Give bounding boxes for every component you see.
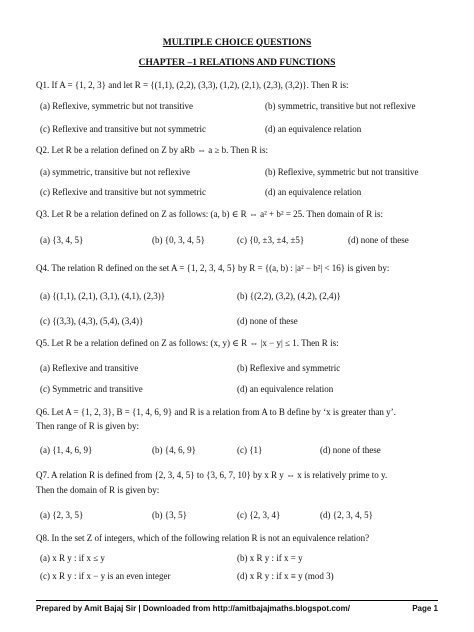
question-option: (b) x R y : if x = y <box>237 553 303 563</box>
question-stem: Q4. The relation R defined on the set A = {1, 2, 3, 4, 5} by R = {(a, b) : |a² − b²| < 16} is given by: <box>36 263 390 273</box>
question-option: (d) x R y : if x ≡ y (mod 3) <box>237 571 334 581</box>
footer-credit: Prepared by Amit Bajaj Sir | Downloaded from http://amitbajajmaths.blogspot.com/ <box>36 604 350 613</box>
question-option: (d) an equivalence relation <box>265 187 362 197</box>
question-option: (a) x R y : if x ≤ y <box>40 553 105 563</box>
page-number: Page 1 <box>412 604 438 613</box>
page-footer <box>36 600 438 613</box>
question-option: (a) {1, 4, 6, 9} <box>40 445 93 455</box>
question-stem-continued: Then the domain of R is given by: <box>36 485 160 495</box>
question-option: (c) {0, ±3, ±4, ±5} <box>237 235 305 245</box>
question-stem: Q7. A relation R is defined from {2, 3, 4, 5} to {3, 6, 7, 10} by x R y ⇔ x is relatively prime to y. <box>36 470 388 480</box>
question-option: (d) an equivalence relation <box>237 384 334 394</box>
question-option: (c) Reflexive and transitive but not symmetric <box>40 124 206 134</box>
page-title: MULTIPLE CHOICE QUESTIONS <box>162 38 312 48</box>
question-option: (c) Reflexive and transitive but not symmetric <box>40 187 206 197</box>
question-option: (c) x R y : if x − y is an even integer <box>40 571 171 581</box>
question-option: (d) an equivalence relation <box>265 124 362 134</box>
question-option: (b) {4, 6, 9} <box>152 445 196 455</box>
question-option: (d) {2, 3, 4, 5} <box>320 510 373 520</box>
question-option: (b) symmetric, transitive but not reflexive <box>265 101 416 111</box>
question-option: (b) Reflexive and symmetric <box>237 363 341 373</box>
question-option: (c) {1} <box>237 445 263 455</box>
question-option: (b) {0, 3, 4, 5} <box>152 235 205 245</box>
question-stem: Q2. Let R be a relation defined on Z by aRb ⇔ a ≥ b. Then R is: <box>36 145 268 155</box>
question-stem: Q3. Let R be a relation defined on Z as follows: (a, b) ∈ R ⇔ a² + b² = 25. Then domain of R is: <box>36 209 383 219</box>
question-stem: Q8. In the set Z of integers, which of the following relation R is not an equivalence relation? <box>36 533 370 543</box>
question-option: (a) {2, 3, 5} <box>40 510 84 520</box>
question-option: (d) none of these <box>348 235 409 245</box>
question-stem: Q5. Let R be a relation defined on Z as follows: (x, y) ∈ R ⇔ |x − y| ≤ 1. Then R is: <box>36 338 339 348</box>
question-option: (a) {(1,1), (2,1), (3,1), (4,1), (2,3)} <box>40 291 166 301</box>
question-option: (c) {(3,3), (4,3), (5,4), (3,4)} <box>40 316 144 326</box>
question-option: (b) {3, 5} <box>152 510 187 520</box>
question-option: (d) none of these <box>237 316 298 326</box>
question-option: (a) {3, 4, 5} <box>40 235 84 245</box>
question-option: (c) Symmetric and transitive <box>40 384 143 394</box>
question-option: (d) none of these <box>320 445 381 455</box>
question-stem-continued: Then range of R is given by: <box>36 421 139 431</box>
chapter-heading: CHAPTER –1 RELATIONS AND FUNCTIONS <box>138 58 336 68</box>
question-option: (b) {(2,2), (3,2), (4,2), (2,4)} <box>237 291 341 301</box>
question-option: (b) Reflexive, symmetric but not transitive <box>265 167 419 177</box>
question-option: (a) Reflexive and transitive <box>40 363 139 373</box>
question-option: (c) {2, 3, 4} <box>237 510 281 520</box>
question-stem: Q6. Let A = {1, 2, 3}, B = {1, 4, 6, 9} and R is a relation from A to B define by ‘x is greater than y’. <box>36 407 396 417</box>
question-option: (a) Reflexive, symmetric but not transitive <box>40 101 193 111</box>
question-option: (a) symmetric, transitive but not reflexive <box>40 167 190 177</box>
question-stem: Q1. If A = {1, 2, 3} and let R = {(1,1), (2,2), (3,3), (1,2), (2,1), (2,3), (3,2)}. Then R is: <box>36 80 349 90</box>
